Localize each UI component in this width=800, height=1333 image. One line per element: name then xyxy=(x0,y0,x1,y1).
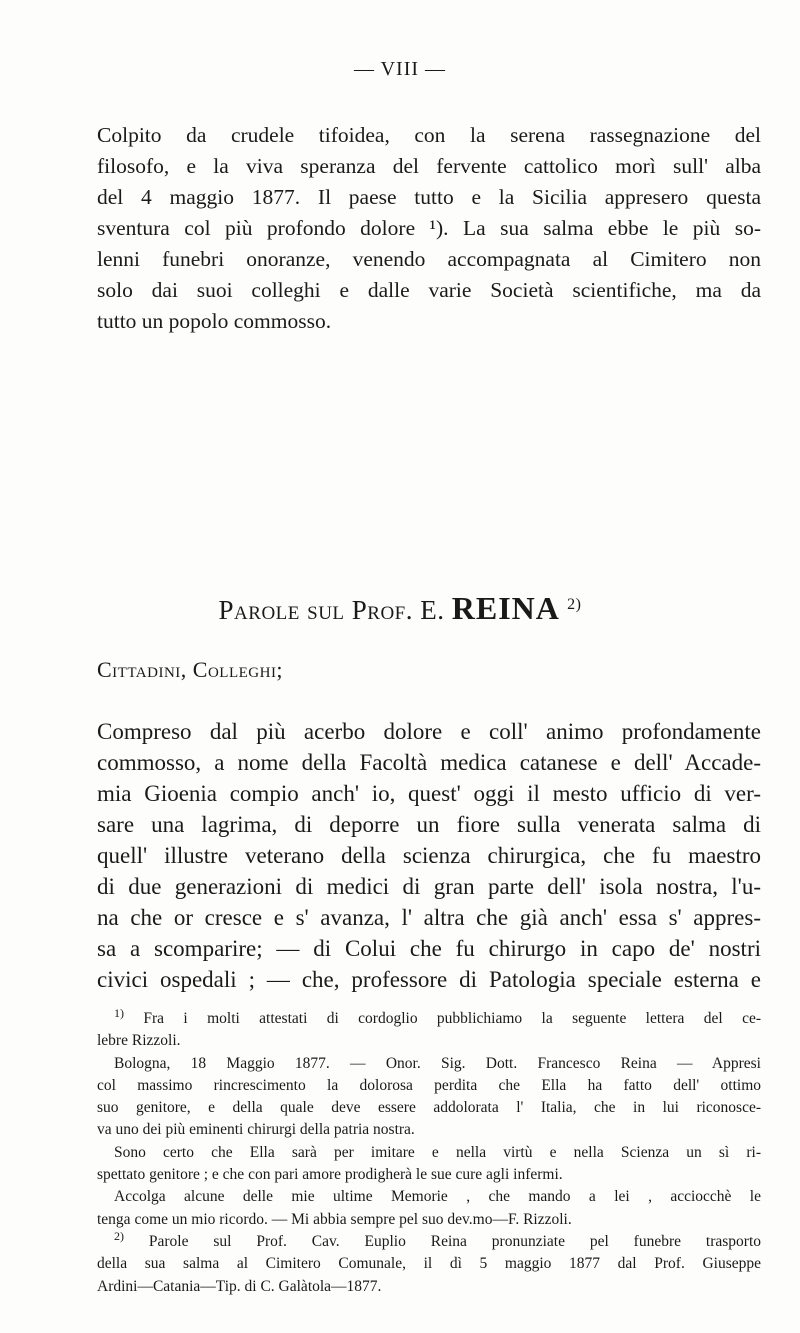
footnote-text: Fra i molti attestati di cordoglio pubblichiamo la seguente lettera del ce- xyxy=(143,1010,761,1027)
intro-line: sventura col più profondo dolore ¹). La sua salma ebbe le più so- xyxy=(97,216,761,240)
body-line: na che or cresce e s' avanza, l' altra che già anch' essa s' appres- xyxy=(97,905,761,930)
speech-body xyxy=(97,716,761,995)
intro-line: del 4 maggio 1877. Il paese tutto e la Sicilia appresero questa xyxy=(97,185,761,209)
footnote-line: col massimo rincrescimento la dolorosa perdita che Ella ha fatto dell' ottimo xyxy=(97,1076,761,1094)
body-line: civici ospedali ; — che, professore di Patologia speciale esterna e xyxy=(97,967,761,992)
intro-line: tutto un popolo commosso. xyxy=(97,309,332,333)
footnote-line: Accolga alcune delle mie ultime Memorie , che mando a lei , acciocchè le xyxy=(114,1188,761,1206)
intro-line: filosofo, e la viva speranza del fervente cattolico morì sull' alba xyxy=(97,154,761,178)
footnote-line xyxy=(97,1228,761,1253)
heading-note-mark: 2) xyxy=(567,596,582,613)
body-line: sa a scomparire; — di Colui che fu chirurgo in capo de' nostri xyxy=(97,936,761,961)
footnote-1 xyxy=(97,1005,761,1053)
footnote-line: Bologna, 18 Maggio 1877. — Onor. Sig. Dott. Francesco Reina — Appresi xyxy=(114,1054,761,1072)
salutation: Cittadini, Colleghi; xyxy=(97,657,284,682)
footnote-line: Sono certo che Ella sarà per imitare e nella virtù e nella Scienza un sì ri- xyxy=(114,1143,761,1161)
footnote-text: Parole sul Prof. Cav. Euplio Reina pronunziate pel funebre trasporto xyxy=(148,1232,761,1250)
body-line: commosso, a nome della Facoltà medica catanese e dell' Accade- xyxy=(97,750,761,775)
footnote-line: lebre Rizzoli. xyxy=(97,1032,181,1050)
footnote-line: della sua salma al Cimitero Comunale, il dì 5 maggio 1877 dal Prof. Giuseppe xyxy=(97,1255,761,1273)
footnote-letter-para xyxy=(97,1053,761,1142)
footnote-line: suo genitore, e della quale deve essere addolorata l' Italia, che in lui riconosce- xyxy=(97,1099,761,1117)
body-line: mia Gioenia compio anch' io, quest' oggi il mesto ufficio di ver- xyxy=(97,781,761,806)
footnote-line: spettato genitore ; e che con pari amore prodigherà le sue cure agli infermi. xyxy=(97,1166,563,1184)
heading-prefix: Parole sul Prof. E. xyxy=(218,595,445,625)
footnote-line: va uno dei più eminenti chirurgi della patria nostra. xyxy=(97,1121,415,1139)
footnotes xyxy=(97,1005,761,1298)
body-line: di due generazioni di medici di gran parte dell' isola nostra, l'u- xyxy=(97,874,761,899)
footnote-line: Ardini—Catania—Tip. di C. Galàtola—1877. xyxy=(97,1277,382,1295)
footnote-mark: 1) xyxy=(114,1005,124,1020)
body-line: quell' illustre veterano della scienza chirurgica, che fu maestro xyxy=(97,843,761,868)
body-line: sare una lagrima, di deporre un fiore sulla venerata salma di xyxy=(97,812,761,837)
footnote-line xyxy=(97,1005,761,1030)
footnote-2 xyxy=(97,1228,761,1298)
page-number: — VIII — xyxy=(353,58,447,80)
footnote-line: tenga come un mio ricordo. — Mi abbia sempre pel suo dev.mo—F. Rizzoli. xyxy=(97,1210,572,1228)
body-line: Compreso dal più acerbo dolore e coll' animo profondamente xyxy=(97,719,761,744)
intro-line: solo dai suoi colleghi e dalle varie Società scientifiche, ma da xyxy=(97,278,761,302)
footnote-mark: 2) xyxy=(114,1228,124,1243)
intro-line: lenni funebri onoranze, venendo accompagnata al Cimitero non xyxy=(97,247,761,271)
intro-paragraph xyxy=(97,120,761,337)
heading-name: REINA xyxy=(451,590,560,626)
footnote-letter-para xyxy=(97,1186,761,1231)
intro-line: Colpito da crudele tifoidea, con la serena rassegnazione del xyxy=(97,123,761,147)
speech-heading xyxy=(0,590,800,627)
footnote-letter-para xyxy=(97,1142,761,1187)
